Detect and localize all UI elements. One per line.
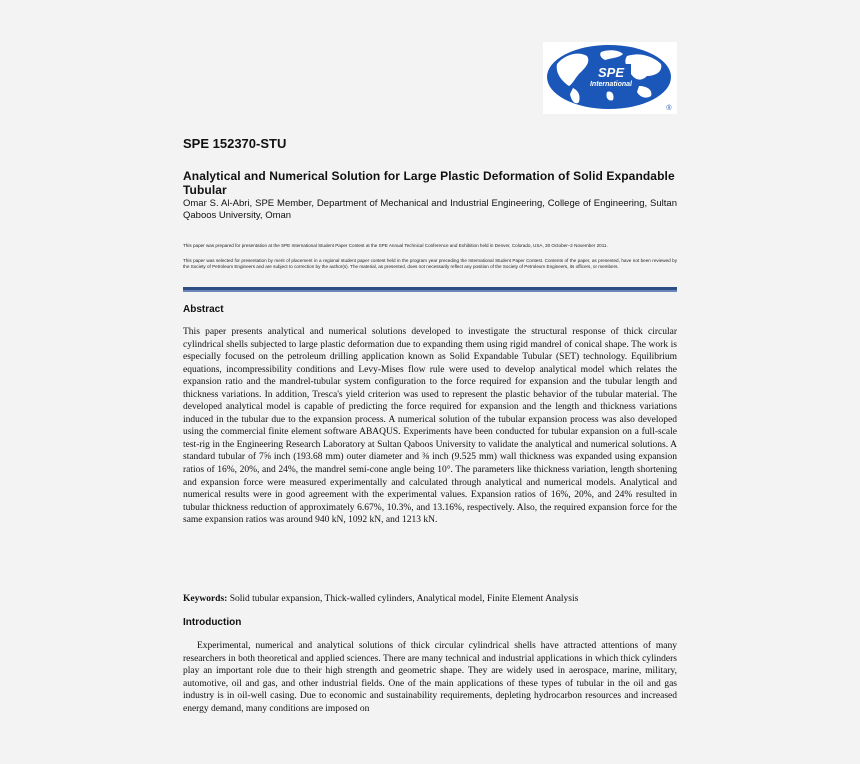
introduction-body: Experimental, numerical and analytical solutions of thick circular cylindrical shells have attracted attentions of many researchers in both theoretical and applied sciences. There are many technical and industrial applications in which thick cylinders play an important role due to their high strength and geometric shape. They are widely used in aerospace, marine, military, automotive, oil and gas, and other industrial fields. One of the main applications of these types of tubular in the oil and gas industry is in oil-well casing. Due to economic and sustainability requirements, depleting hydrocarbon resources and increased energy demand, many conditions are imposed on xyxy=(183,641,677,714)
copyright-notice: This paper was selected for presentation by merit of placement in a regional student paper contest held in the program year preceding the International Student Paper Contest. Contents of the paper, as presented, have not been reviewed by the Society of Petroleum Engineers and are subject to correction by the author(s). The material, as presented, does not necessarily reflect any position of the Society of Petroleum Engineers, its officers, or members. xyxy=(183,258,677,269)
introduction-heading: Introduction xyxy=(183,617,242,628)
abstract-heading: Abstract xyxy=(183,304,224,315)
paper-code: SPE 152370-STU xyxy=(183,136,287,151)
keywords-line xyxy=(183,593,677,605)
header-divider xyxy=(183,287,677,292)
abstract-body: This paper presents analytical and numerical solutions developed to investigate the structural response of thick circular cylindrical shells subjected to large plastic deformation due to expanding them using rigid mandrel of conical shape. The work is especially focused on the petroleum drilling application known as Solid Expandable Tubular (SET) technology. Equilibrium equations, incompressibility conditions and Levy-Mises flow rule were used to develop analytical model which relates the expansion ratio and the mandrel-tubular system configuration to the force required for expansion and the tubular length and thickness variations. In addition, Tresca's yield criterion was used to represent the plastic behavior of the tubular material. The developed analytical model is capable of predicting the force required for expansion and the length and thickness variations induced in the tubular due to the expansion process. A numerical solution of the tubular expansion process was also developed using the commercial finite element software ABAQUS. Experiments have been conducted for tubular expansion on a full-scale test-rig in the Engineering Research Laboratory at Sultan Qaboos University to validate the analytical and numerical solutions. A standard tubular of 7⅝ inch (193.68 mm) outer diameter and ⅜ inch (9.525 mm) wall thickness was expanded using expansion ratios of 16%, 20%, and 24%, the mandrel semi-cone angle being 10°. The parameters like thickness variation, length shortening and expansion force were measured experimentally and calculated through analytical and numerical models. Analytical and numerical results were in good agreement with the experimental values. Expansion ratios of 16%, 20%, and 24% resulted in tubular thickness reduction of approximately 6.67%, 10.3%, and 13.16%, respectively. Also, the required expansion force for the same expansion ratios was around 940 kN, 1092 kN, and 1213 kN. xyxy=(183,327,677,526)
keywords-label: Keywords: xyxy=(183,594,228,604)
author-affiliation: Omar S. Al-Abri, SPE Member, Department of Mechanical and Industrial Engineering, College of Engineering, Sultan Qaboos University, Oman xyxy=(183,198,677,221)
logo-text: SPE xyxy=(597,65,625,80)
paper-title: Analytical and Numerical Solution for Large Plastic Deformation of Solid Expandable Tubular xyxy=(183,169,675,197)
spe-logo xyxy=(543,42,677,114)
presentation-notice: This paper was prepared for presentation at the SPE International Student Paper Contest at the SPE Annual Technical Conference and Exhibition held in Denver, Colorado, USA, 30 October–2 November 2011. xyxy=(183,243,608,248)
keywords-list: Solid tubular expansion, Thick-walled cylinders, Analytical model, Finite Element Analysis xyxy=(229,594,579,604)
registered-mark: ® xyxy=(666,105,672,112)
logo-subtext: International xyxy=(589,81,633,88)
globe-icon xyxy=(543,42,677,114)
